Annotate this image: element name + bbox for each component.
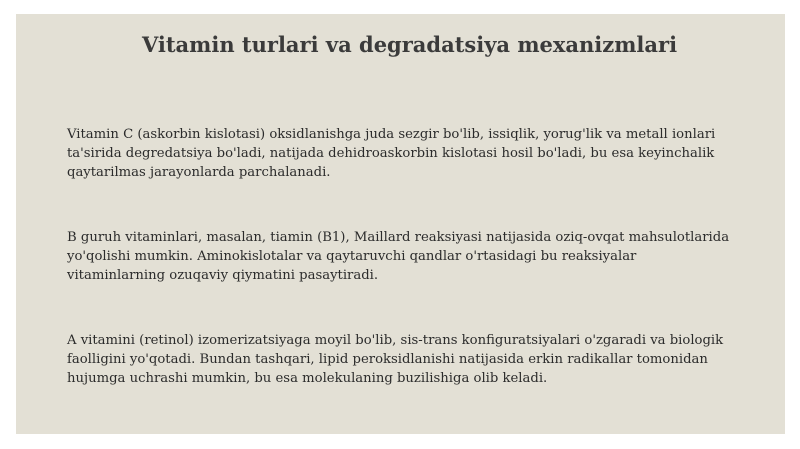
paragraph-vitamin-c: Vitamin C (askorbin kislotasi) oksidlanishga juda sezgir bo'lib, issiqlik, yorug'lik va metall ionlari ta'sirida degredatsiya bo'ladi, natijada dehidroaskorbin kislotasi hosil bo'ladi, bu esa keyinchalik qaytarilmas jarayonlarda parchalanadi. [67, 127, 716, 180]
paragraph-vitamin-a: A vitamini (retinol) izomerizatsiyaga moyil bo'lib, sis-trans konfiguratsiyalari o'zgaradi va biologik faolligini yo'qotadi. Bundan tashqari, lipid peroksidlanishi natijasida erkin radikallar tomonidan hujumga uchrashi mumkin, bu esa molekulaning buzilishiga olib keladi. [67, 333, 724, 386]
paragraph-vitamin-b: B guruh vitaminlari, masalan, tiamin (B1), Maillard reaksiyasi natijasida oziq-ovqat mahsulotlarida yo'qolishi mumkin. Aminokislotalar va qaytaruvchi qandlar o'rtasidagi bu reaksiyalar vitaminlarning ozuqaviy qiymatini pasaytiradi. [67, 230, 730, 283]
slide-title: Vitamin turlari va degradatsiya mexanizmlari [141, 32, 678, 57]
slide [16, 14, 785, 434]
